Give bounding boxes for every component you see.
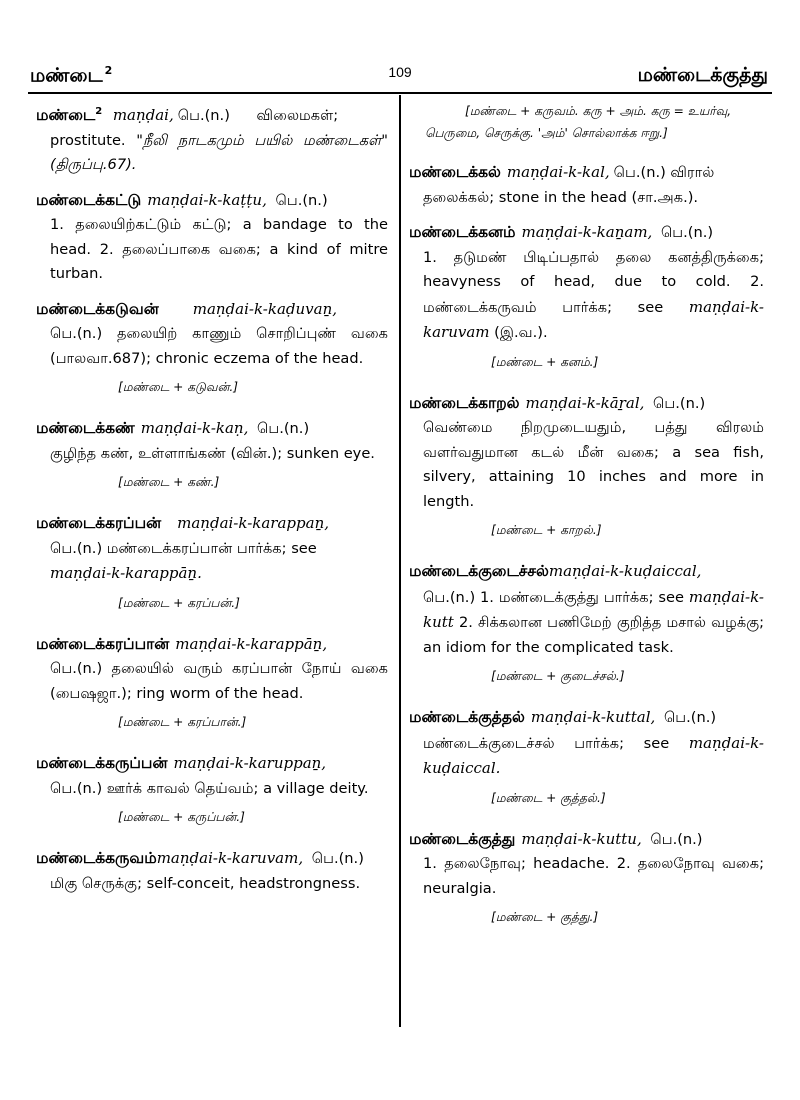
headword: மண்டைக்கருவம் <box>36 849 157 868</box>
definition-body: பெ.(n.) ஊர்க் காவல் தெய்வம்; a village deity. <box>50 779 369 797</box>
transliteration: maṇḍai, <box>112 106 174 125</box>
headword: மண்டைக்கண் <box>36 419 135 438</box>
transliteration: maṇḍai-k-kuttal, <box>530 708 656 726</box>
headword: மண்டைக்கல் <box>409 163 501 181</box>
part-of-speech: பெ.(n.) <box>177 107 230 125</box>
transliteration: maṇḍai-k-kaṭṭu, <box>147 190 267 209</box>
transliteration: maṇḍai-k-kal, <box>506 163 610 181</box>
etymology: [மண்டை + கண்.] <box>118 475 220 490</box>
entry-mandai-k-kattu <box>36 188 388 287</box>
transliteration: maṇḍai-k-kaṉam, <box>521 223 653 241</box>
cross-reference: maṇḍai-k-karuvam <box>423 297 764 341</box>
etymology-continued: [மண்டை + கருவம். கரு + அம். கரு = உயர்வு, பெருமை, செருக்கு. 'அம்' சொல்லாக்க ஈறு.] <box>425 104 732 140</box>
part-of-speech: பெ.(n.) <box>257 420 310 438</box>
definition-body: prostitute. "நீலி நாடகமும் பயில் மண்டைகள்" (திருப்பு.67). <box>50 131 389 174</box>
definition-body: 1. தலைநோவு; headache. 2. தலைநோவு வகை; neuralgia. <box>423 855 764 897</box>
headword: மண்டைக்கரப்பன் <box>36 514 162 533</box>
entry-mandai-k-kan <box>36 416 388 493</box>
etymology: [மண்டை + குத்தல்.] <box>491 790 606 805</box>
header-left-guide-word: மண்டை $^2$ <box>30 64 113 87</box>
headword: மண்டைக்கட்டு <box>36 190 142 209</box>
entry-mandai-k-karuppan <box>36 751 388 828</box>
etymology: [மண்டை + குடைச்சல்.] <box>491 669 625 683</box>
left-column <box>36 100 388 906</box>
header-rule <box>28 92 772 94</box>
entry-mandai-k-kanam <box>409 220 764 373</box>
transliteration: maṇḍai-k-karuvam, <box>156 849 304 868</box>
headword: மண்டைக்காறல் <box>409 393 520 412</box>
headword: மண்டைக்குடைச்சல் <box>409 562 549 580</box>
definition-body: பெ.(n.) 1. மண்டைக்குத்து பார்க்க; see maṇḍai-k-kutt 2. சிக்கலான பணிமேற் குறித்த மசால் வழக்கு; an idiom for the complicated task. <box>423 587 764 656</box>
cross-reference: maṇḍai-k-kutt <box>423 587 764 631</box>
part-of-speech: பெ.(n.) <box>663 709 717 726</box>
cross-reference: maṇḍai-k-kuḍaiccal. <box>423 733 764 777</box>
definition-body: தலைக்கல்; stone in the head (சா.அக.). <box>423 188 699 206</box>
transliteration: maṇḍai-k-karuppaṉ, <box>173 754 327 773</box>
quotation: "நீலி நாடகமும் பயில் மண்டைகள்" <box>136 131 389 149</box>
headword: மண்டைக்குத்தல் <box>409 708 525 726</box>
definition-body: மிகு செருக்கு; self-conceit, headstrongness. <box>50 874 361 892</box>
definition-body: பெ.(n.) தலையிற் காணும் சொறிப்புண் வகை (பாலவா.687); chronic eczema of the head. <box>50 325 388 367</box>
entry-mandai-k-kaduvan <box>36 297 388 399</box>
part-of-speech: பெ.(n.) <box>275 191 328 209</box>
part-of-speech: பெ.(n.) <box>653 394 706 412</box>
entry-mandai-k-kal: மண்டைக்கல் maṇḍai-k-kal, பெ.(n.) விரால் தலைக்கல்; stone in the head (சா.அக.). <box>409 160 764 210</box>
definition-body: 1. தலையிற்கட்டும் கட்டு; a bandage to the head. 2. தலைப்பாகை வகை; a kind of mitre turban. <box>50 216 388 283</box>
entry-mandai-k-kudaiccal <box>409 559 764 687</box>
etymology: [மண்டை + கரப்பன்.] <box>118 595 240 610</box>
citation: (திருப்பு.67). <box>50 156 137 174</box>
definition-body: பெ.(n.) தலையில் வரும் கரப்பான் நோய் வகை (பைஷஜா.); ring worm of the head. <box>50 660 388 702</box>
headword: மண்டைக்கடுவன் <box>36 299 159 318</box>
headword: மண்டைக்கனம் <box>409 223 516 241</box>
definition-body: குழிந்த கண், உள்ளாங்கண் (வின்.); sunken eye. <box>50 444 375 462</box>
etymology: [மண்டை + கருப்பன்.] <box>118 810 245 825</box>
part-of-speech: பெ.(n.) <box>311 850 364 868</box>
page-number: 109 <box>388 64 412 80</box>
right-column <box>409 100 764 946</box>
definition: விலைமகள்; <box>256 107 339 125</box>
transliteration: maṇḍai-k-kāṟal, <box>525 393 645 412</box>
etymology: [மண்டை + காறல்.] <box>491 523 602 537</box>
headword: மண்டை$^2$ <box>36 106 103 125</box>
definition-body: 1. தடுமண் பிடிப்பதால் தலை கனத்திருக்கை; heavyness of head, due to cold. 2. மண்டைக்கருவம் பார்க்க; see maṇḍai-k-karuvam (இ.வ.). <box>423 248 764 341</box>
entry-mandai-k-kuttu <box>409 827 764 929</box>
cross-reference: maṇḍai-k-karappāṉ. <box>50 564 202 583</box>
entry-mandai-k-kuttal <box>409 705 764 809</box>
entry-mandai2 <box>36 100 388 178</box>
entry-mandai-k-kaaral <box>409 391 764 542</box>
entry-mandai-k-karappan <box>36 511 388 614</box>
headword: மண்டைக்கருப்பன் <box>36 754 168 773</box>
transliteration: maṇḍai-k-karappaṉ, <box>177 514 329 533</box>
part-of-speech: பெ.(n.) <box>650 830 703 848</box>
transliteration: maṇḍai-k-kaṇ, <box>140 419 249 438</box>
part-of-speech: பெ.(n.) <box>613 164 666 181</box>
transliteration: maṇḍai-k-karappāṉ, <box>175 634 328 653</box>
etymology: [மண்டை + குத்து.] <box>491 910 599 924</box>
header-right-guide-word: மண்டைக்குத்து <box>637 64 768 86</box>
etymology: [மண்டை + கடுவன்.] <box>118 380 239 395</box>
transliteration: maṇḍai-k-kuttu, <box>521 829 642 848</box>
definition-body: பெ.(n.) மண்டைக்கரப்பான் பார்க்க; see maṇḍai-k-karappāṉ. <box>50 539 317 583</box>
etymology: [மண்டை + கரப்பான்.] <box>118 715 247 730</box>
column-divider <box>399 95 401 1027</box>
part-of-speech: பெ.(n.) <box>660 224 714 241</box>
entry-mandai-k-karappaan <box>36 632 388 734</box>
definition-body: வெண்மை நிறமுடையதும், பத்து விரலம் வளர்வதுமான கடல் மீன் வகை; a sea fish, silvery, attaining 10 inches and more in length. <box>423 419 764 510</box>
entry-mandai-k-karuvam <box>36 846 388 896</box>
etymology: [மண்டை + கனம்.] <box>491 354 599 369</box>
definition-body: மண்டைக்குடைச்சல் பார்க்க; see maṇḍai-k-kuḍaiccal. <box>423 733 764 777</box>
transliteration: maṇḍai-k-kuḍaiccal, <box>548 562 702 580</box>
transliteration: maṇḍai-k-kaḍuvaṉ, <box>192 299 338 318</box>
page-header <box>28 58 772 92</box>
headword: மண்டைக்குத்து <box>409 829 516 848</box>
headword: மண்டைக்கரப்பான் <box>36 634 170 653</box>
